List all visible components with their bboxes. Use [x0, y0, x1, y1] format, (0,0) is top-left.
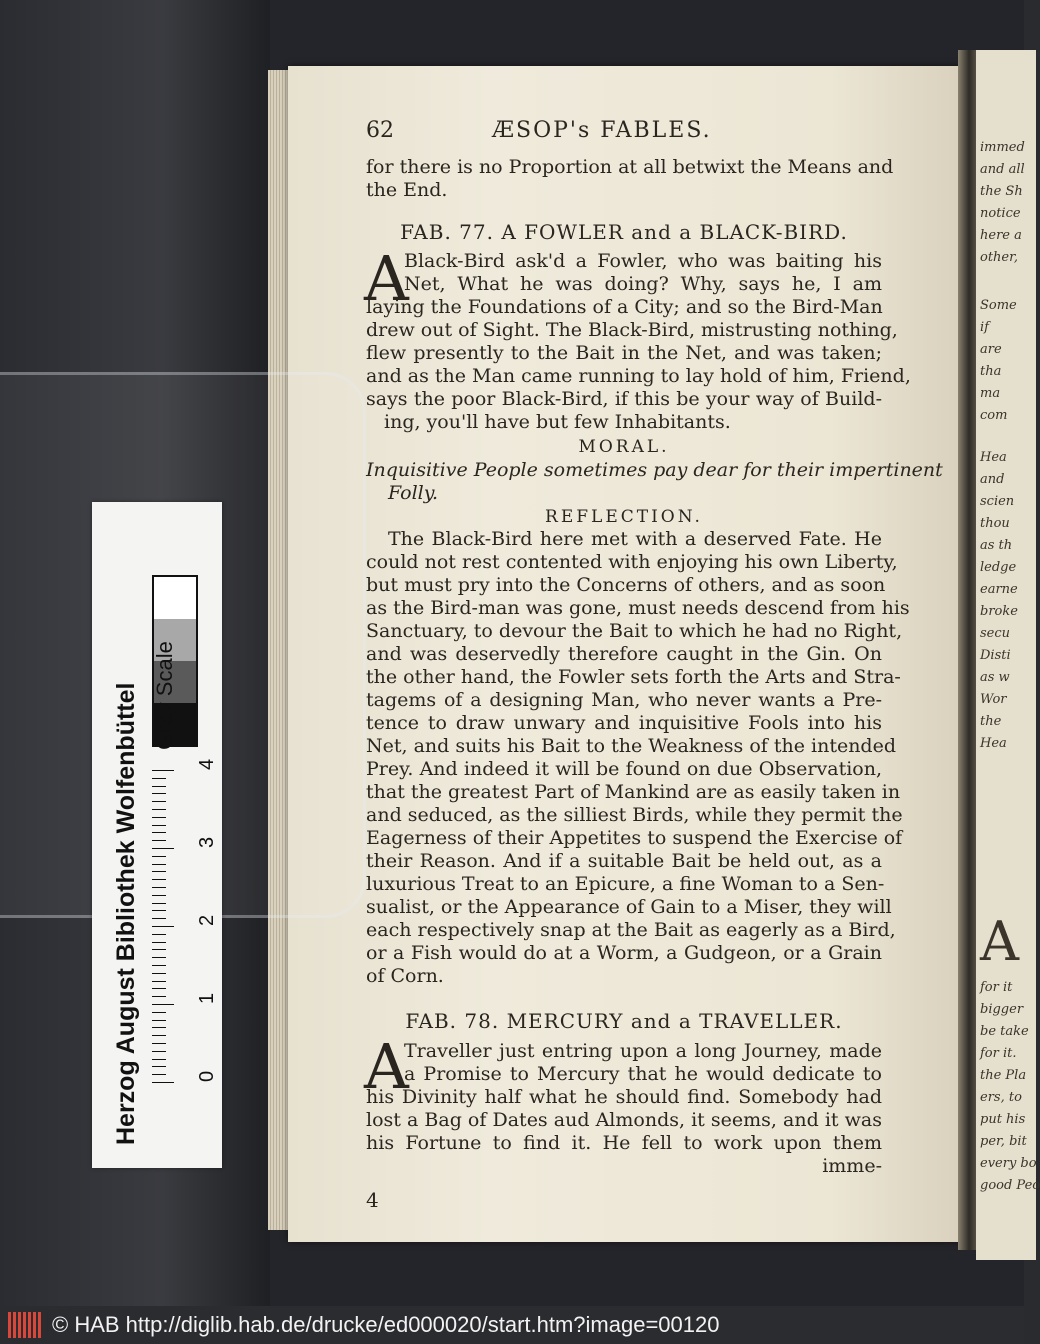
ruler-tick [152, 957, 166, 958]
ruler-tick [152, 973, 166, 974]
ruler-tick [152, 942, 166, 943]
body-line: could not rest contented with enjoying his own Liberty, [366, 551, 898, 573]
facing-page-fragment: secu [980, 626, 1011, 641]
facing-page-fragment: Disti [980, 648, 1011, 663]
body-line: but must pry into the Concerns of others, and as soon [366, 574, 886, 596]
facing-page-fragment: as w [980, 670, 1010, 685]
ruler-tick [152, 770, 174, 771]
body-line: Net, and suits his Bait to the Weakness of the intended [366, 735, 897, 757]
body-line: drew out of Sight. The Black-Bird, mistrusting nothing, [366, 319, 898, 341]
moral-heading: MORAL. [578, 437, 670, 457]
body-line: their Reason. And if a suitable Bait be held out, as a [366, 850, 882, 872]
body-line: luxurious Treat to an Epicure, a fine Woman to a Sen- [366, 873, 885, 895]
ruler-number: 2 [196, 914, 218, 926]
facing-page-fragment: put his [980, 1112, 1026, 1127]
signature-mark: 4 [366, 1188, 379, 1212]
facing-page-fragment: tha [980, 364, 1002, 379]
body-line: for there is no Proportion at all betwixt the Means and [366, 156, 894, 178]
ruler-tick [152, 871, 166, 872]
institution-label: Herzog August Bibliothek Wolfenbüttel [112, 682, 140, 1145]
page-number: 62 [366, 118, 394, 143]
facing-page-fragment: earne [980, 582, 1018, 597]
moral-line: Inquisitive People sometimes pay dear for their impertinent [366, 459, 943, 481]
ruler-tick [152, 1027, 166, 1028]
facing-page-fragment: the Pla [980, 1068, 1027, 1083]
ruler-number: 4 [196, 758, 218, 770]
ruler-tick [152, 1066, 166, 1067]
facing-page-fragment: every bo [980, 1156, 1037, 1171]
reflection-heading: REFLECTION. [545, 507, 703, 527]
facing-page-fragment: com [980, 408, 1008, 423]
fable-title: FAB. 78. MERCURY and a TRAVELLER. [405, 1009, 843, 1033]
ruler-tick [152, 809, 166, 810]
ruler-tick [152, 988, 166, 989]
body-line: and as the Man came running to lay hold of him, Friend, [366, 365, 911, 387]
drop-cap: A [364, 242, 409, 315]
facing-page-fragment: and all [980, 162, 1025, 177]
ruler-tick [152, 996, 166, 997]
footer-bar [0, 1306, 1024, 1344]
facing-page-fragment: Some [980, 298, 1017, 313]
facing-page-fragment: immed [980, 140, 1025, 155]
facing-page-fragment: thou [980, 516, 1010, 531]
ruler-tick [152, 856, 166, 857]
ruler-tick [152, 1082, 174, 1083]
ruler-tick [152, 926, 174, 927]
body-line: or a Fish would do at a Worm, a Gudgeon, or a Grain [366, 942, 882, 964]
catchword: imme- [822, 1155, 882, 1177]
ruler-tick [152, 817, 166, 818]
body-line: his Divinity half what he should find. Somebody had [366, 1086, 882, 1108]
ruler-tick [152, 1051, 166, 1052]
ruler-number: 1 [196, 992, 218, 1004]
gray-scale-label: Gray Scale [152, 641, 177, 750]
body-line: a Promise to Mercury that he would dedicate to [404, 1063, 882, 1085]
ruler-tick [152, 910, 166, 911]
body-line: tagems of a designing Man, who never wants a Pre- [366, 689, 882, 711]
fable-title: FAB. 77. A FOWLER and a BLACK-BIRD. [400, 220, 848, 244]
body-line: as the Bird-man was gone, must needs descend from his [366, 597, 910, 619]
ruler-tick [152, 778, 166, 779]
ruler-tick [152, 864, 166, 865]
ruler-tick [152, 1074, 166, 1075]
facing-page-fragment: ma [980, 386, 1001, 401]
ruler-tick [152, 1020, 166, 1021]
facing-page-fragment: ers, to [980, 1090, 1022, 1105]
facing-page-fragment: for it. [980, 1046, 1017, 1061]
body-line: Prey. And indeed it will be found on due Observation, [366, 758, 882, 780]
facing-page-fragment: Wor [980, 692, 1007, 707]
facing-page-fragment: broke [980, 604, 1018, 619]
facing-page-fragment: A [980, 910, 1019, 973]
ruler-tick [152, 1059, 166, 1060]
ruler-tick [152, 793, 166, 794]
facing-page-fragment: if [980, 320, 989, 335]
ruler-tick [152, 848, 174, 849]
footer-credit-link[interactable]: © HAB http://diglib.hab.de/drucke/ed000020/start.htm?image=00120 [52, 1312, 720, 1337]
ruler-number: 0 [196, 1070, 218, 1082]
ruler-tick [152, 887, 166, 888]
body-line: flew presently to the Bait in the Net, and was taken; [366, 342, 882, 364]
running-title: ÆSOP's FABLES. [492, 118, 712, 143]
facing-page-fragment: Hea [980, 450, 1007, 465]
swatch-white [154, 577, 196, 619]
body-line: the End. [366, 179, 448, 201]
body-line: tence to draw unwary and inquisitive Fools into his [366, 712, 882, 734]
body-line: that the greatest Part of Mankind are as easily taken in [366, 781, 901, 803]
ruler-tick [152, 801, 166, 802]
ruler-tick [152, 903, 166, 904]
facing-page-fragment: as th [980, 538, 1013, 553]
body-line: lost a Bag of Dates aud Almonds, it seems, and it was [366, 1109, 882, 1131]
ruler-tick [152, 981, 166, 982]
body-line: ing, you'll have but few Inhabitants. [384, 411, 731, 433]
facing-page-fragment: other, [980, 250, 1019, 265]
body-line: and was deservedly therefore caught in the Gin. On [366, 643, 882, 665]
facing-page-fragment: scien [980, 494, 1015, 509]
facing-page-fragment: are [980, 342, 1002, 357]
ruler-tick [152, 918, 166, 919]
body-line: of Corn. [366, 965, 444, 987]
body-line: the other hand, the Fowler sets forth the Arts and Stra- [366, 666, 901, 688]
body-line: Eagerness of their Appetites to suspend the Exercise of [366, 827, 903, 849]
facing-page-fragment: ledge [980, 560, 1017, 575]
moral-line: Folly. [388, 482, 438, 504]
facing-page-fragment: per, bit [980, 1134, 1027, 1149]
facing-page-fragment: bigger [980, 1002, 1024, 1017]
facing-page-fragment: the [980, 714, 1002, 729]
facing-page-fragment: here a [980, 228, 1022, 243]
ruler-tick [152, 1043, 166, 1044]
body-line: each respectively snap at the Bait as eagerly as a Bird, [366, 919, 896, 941]
body-line: and seduced, as the silliest Birds, while they permit the [366, 804, 903, 826]
ruler-tick [152, 1012, 166, 1013]
facing-page-fragment: notice [980, 206, 1021, 221]
body-line: Sanctuary, to devour the Bait to which he had no Right, [366, 620, 903, 642]
ruler-tick [152, 786, 166, 787]
body-line: his Fortune to find it. He fell to work upon them [366, 1132, 882, 1154]
ruler-tick [152, 840, 166, 841]
body-line: Net, What he was doing? Why, says he, I am [404, 273, 882, 295]
body-line: laying the Foundations of a City; and so the Bird-Man [366, 296, 883, 318]
facing-page-fragment: be take [980, 1024, 1029, 1039]
ruler-tick [152, 895, 166, 896]
facing-page-fragment: Hea [980, 736, 1007, 751]
ruler-tick [152, 965, 166, 966]
body-line: The Black-Bird here met with a deserved Fate. He [388, 528, 882, 550]
ruler-tick [152, 1004, 174, 1005]
body-line: says the poor Black-Bird, if this be your way of Build- [366, 388, 882, 410]
body-line: sualist, or the Appearance of Gain to a Miser, they will [366, 896, 892, 918]
facing-page-fragment: the Sh [980, 184, 1023, 199]
body-line: Black-Bird ask'd a Fowler, who was baiting his [404, 250, 882, 272]
ruler-number: 3 [196, 836, 218, 848]
ruler-tick [152, 934, 166, 935]
ruler-tick [152, 1035, 166, 1036]
drop-cap: A [364, 1030, 409, 1103]
ruler-tick [152, 879, 166, 880]
ruler-tick [152, 832, 166, 833]
facing-page-fragment: for it [980, 980, 1013, 995]
ruler-tick [152, 949, 166, 950]
body-line: Traveller just entring upon a long Journey, made [404, 1040, 882, 1062]
facing-page-fragment: good Peo [980, 1178, 1040, 1193]
ruler-tick [152, 825, 166, 826]
facing-page-fragment: and [980, 472, 1005, 487]
hab-logo-icon [8, 1312, 42, 1338]
facing-page [976, 50, 1040, 1260]
